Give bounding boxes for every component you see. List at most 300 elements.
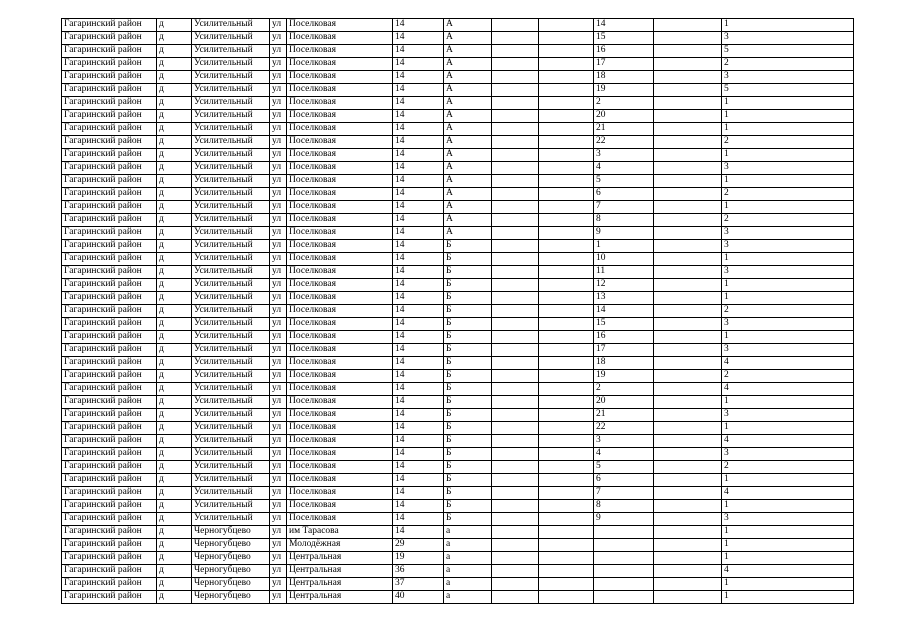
cell-street: Поселковая [287,84,393,97]
cell-district: Гагаринский район [62,370,157,383]
cell-apartment: 22 [594,136,654,149]
cell-blank2 [539,487,594,500]
table-row [62,19,854,32]
cell-blank2 [539,500,594,513]
table-row [62,552,854,565]
cell-blank1 [492,500,539,513]
cell-blank3 [654,305,722,318]
cell-locality: Черногубцево [192,578,270,591]
cell-blank2 [539,305,594,318]
cell-street: Поселковая [287,474,393,487]
cell-house: 14 [393,97,444,110]
cell-locality: Черногубцево [192,565,270,578]
cell-locality: Усилительный [192,370,270,383]
cell-locality: Усилительный [192,84,270,97]
cell-count: 1 [722,552,854,565]
cell-count: 1 [722,253,854,266]
cell-blank2 [539,396,594,409]
cell-street-type: ул [270,487,287,500]
cell-letter: а [444,591,492,604]
cell-house: 14 [393,383,444,396]
cell-blank2 [539,383,594,396]
cell-street: Поселковая [287,279,393,292]
cell-count: 1 [722,591,854,604]
cell-blank1 [492,396,539,409]
cell-type: д [157,71,192,84]
cell-blank1 [492,383,539,396]
cell-locality: Усилительный [192,435,270,448]
cell-street-type: ул [270,461,287,474]
table-row [62,448,854,461]
cell-blank1 [492,474,539,487]
cell-letter: А [444,162,492,175]
cell-blank2 [539,474,594,487]
cell-count: 2 [722,58,854,71]
cell-letter: А [444,201,492,214]
cell-letter: а [444,565,492,578]
cell-blank2 [539,331,594,344]
cell-type: д [157,578,192,591]
cell-blank2 [539,539,594,552]
cell-street: Поселковая [287,214,393,227]
cell-blank1 [492,448,539,461]
cell-street-type: ул [270,552,287,565]
cell-blank3 [654,500,722,513]
cell-district: Гагаринский район [62,279,157,292]
cell-locality: Усилительный [192,292,270,305]
cell-letter: А [444,149,492,162]
cell-blank2 [539,552,594,565]
cell-blank2 [539,97,594,110]
cell-street: Поселковая [287,318,393,331]
cell-count: 1 [722,19,854,32]
cell-blank1 [492,84,539,97]
cell-house: 14 [393,318,444,331]
cell-street-type: ул [270,331,287,344]
cell-blank3 [654,136,722,149]
cell-count: 3 [722,318,854,331]
cell-locality: Черногубцево [192,539,270,552]
cell-blank1 [492,318,539,331]
cell-blank3 [654,409,722,422]
cell-blank1 [492,487,539,500]
cell-count: 1 [722,396,854,409]
cell-count: 1 [722,526,854,539]
cell-apartment: 22 [594,422,654,435]
cell-blank1 [492,227,539,240]
table-row [62,370,854,383]
cell-house: 19 [393,552,444,565]
cell-blank2 [539,136,594,149]
cell-street-type: ул [270,110,287,123]
cell-locality: Усилительный [192,500,270,513]
cell-street-type: ул [270,383,287,396]
cell-blank1 [492,409,539,422]
cell-letter: Б [444,422,492,435]
cell-district: Гагаринский район [62,513,157,526]
cell-blank1 [492,526,539,539]
cell-street: им Тарасова [287,526,393,539]
cell-district: Гагаринский район [62,435,157,448]
table-row [62,422,854,435]
cell-house: 14 [393,500,444,513]
cell-house: 14 [393,45,444,58]
cell-blank2 [539,461,594,474]
cell-apartment: 3 [594,149,654,162]
table-row [62,526,854,539]
cell-type: д [157,318,192,331]
cell-count: 1 [722,422,854,435]
cell-letter: А [444,110,492,123]
cell-street-type: ул [270,188,287,201]
cell-street-type: ул [270,45,287,58]
cell-count: 3 [722,240,854,253]
cell-locality: Усилительный [192,19,270,32]
cell-type: д [157,422,192,435]
cell-street: Поселковая [287,45,393,58]
cell-district: Гагаринский район [62,409,157,422]
cell-house: 14 [393,162,444,175]
cell-locality: Черногубцево [192,552,270,565]
cell-blank3 [654,32,722,45]
cell-blank1 [492,149,539,162]
cell-count: 1 [722,110,854,123]
cell-street: Поселковая [287,201,393,214]
cell-house: 14 [393,526,444,539]
cell-blank3 [654,162,722,175]
cell-street: Поселковая [287,292,393,305]
cell-house: 37 [393,578,444,591]
cell-blank3 [654,396,722,409]
cell-blank3 [654,513,722,526]
table-row [62,396,854,409]
cell-letter: а [444,552,492,565]
cell-letter: а [444,526,492,539]
cell-district: Гагаринский район [62,188,157,201]
cell-street: Поселковая [287,71,393,84]
cell-street: Центральная [287,578,393,591]
cell-type: д [157,461,192,474]
cell-count: 1 [722,279,854,292]
table-body [62,19,854,604]
cell-apartment: 18 [594,357,654,370]
cell-house: 40 [393,591,444,604]
cell-house: 14 [393,370,444,383]
table-row [62,136,854,149]
cell-type: д [157,526,192,539]
cell-blank1 [492,331,539,344]
cell-count: 4 [722,565,854,578]
cell-blank2 [539,526,594,539]
cell-blank1 [492,266,539,279]
cell-count: 4 [722,435,854,448]
cell-apartment [594,526,654,539]
cell-blank2 [539,448,594,461]
cell-letter: Б [444,266,492,279]
cell-district: Гагаринский район [62,292,157,305]
cell-apartment: 16 [594,331,654,344]
cell-apartment: 17 [594,58,654,71]
cell-street: Молодёжная [287,539,393,552]
cell-blank1 [492,123,539,136]
cell-letter: А [444,175,492,188]
cell-blank3 [654,84,722,97]
cell-blank3 [654,266,722,279]
cell-district: Гагаринский район [62,318,157,331]
cell-locality: Усилительный [192,422,270,435]
cell-blank1 [492,58,539,71]
cell-apartment: 2 [594,97,654,110]
cell-blank2 [539,32,594,45]
cell-type: д [157,539,192,552]
cell-type: д [157,383,192,396]
table-row [62,292,854,305]
cell-house: 14 [393,32,444,45]
cell-house: 14 [393,71,444,84]
cell-street: Поселковая [287,32,393,45]
cell-blank2 [539,149,594,162]
cell-house: 14 [393,188,444,201]
cell-apartment: 15 [594,318,654,331]
cell-blank3 [654,370,722,383]
cell-street-type: ул [270,539,287,552]
cell-apartment: 20 [594,396,654,409]
table-row [62,409,854,422]
cell-type: д [157,32,192,45]
cell-street-type: ул [270,513,287,526]
cell-blank2 [539,201,594,214]
cell-type: д [157,305,192,318]
cell-blank3 [654,552,722,565]
cell-blank2 [539,214,594,227]
cell-locality: Усилительный [192,396,270,409]
cell-street: Центральная [287,591,393,604]
cell-letter: А [444,58,492,71]
cell-blank2 [539,513,594,526]
cell-count: 3 [722,448,854,461]
cell-district: Гагаринский район [62,201,157,214]
cell-district: Гагаринский район [62,422,157,435]
cell-letter: А [444,84,492,97]
cell-letter: Б [444,500,492,513]
cell-blank2 [539,435,594,448]
cell-locality: Усилительный [192,344,270,357]
cell-house: 14 [393,474,444,487]
cell-house: 14 [393,136,444,149]
cell-blank3 [654,97,722,110]
cell-street: Поселковая [287,227,393,240]
cell-blank1 [492,19,539,32]
cell-district: Гагаринский район [62,539,157,552]
cell-letter: Б [444,474,492,487]
cell-count: 2 [722,214,854,227]
cell-blank2 [539,591,594,604]
cell-house: 29 [393,539,444,552]
cell-type: д [157,149,192,162]
cell-blank2 [539,578,594,591]
cell-letter: Б [444,435,492,448]
table-row [62,331,854,344]
cell-street: Поселковая [287,461,393,474]
cell-district: Гагаринский район [62,71,157,84]
cell-street-type: ул [270,396,287,409]
cell-house: 14 [393,435,444,448]
cell-street-type: ул [270,227,287,240]
cell-letter: Б [444,396,492,409]
cell-apartment: 19 [594,84,654,97]
cell-locality: Усилительный [192,383,270,396]
cell-blank1 [492,240,539,253]
cell-house: 14 [393,292,444,305]
table-row [62,578,854,591]
cell-district: Гагаринский район [62,97,157,110]
cell-blank3 [654,58,722,71]
cell-letter: Б [444,370,492,383]
table-row [62,201,854,214]
cell-street: Поселковая [287,305,393,318]
cell-blank3 [654,578,722,591]
cell-street: Поселковая [287,240,393,253]
table-row [62,591,854,604]
table-row [62,383,854,396]
cell-house: 14 [393,279,444,292]
cell-locality: Усилительный [192,97,270,110]
cell-apartment: 14 [594,305,654,318]
cell-apartment: 5 [594,175,654,188]
table-row [62,344,854,357]
cell-type: д [157,214,192,227]
cell-district: Гагаринский район [62,500,157,513]
cell-apartment [594,539,654,552]
cell-blank2 [539,409,594,422]
cell-locality: Усилительный [192,448,270,461]
cell-street-type: ул [270,19,287,32]
cell-blank3 [654,175,722,188]
cell-locality: Усилительный [192,318,270,331]
cell-letter: Б [444,253,492,266]
cell-district: Гагаринский район [62,110,157,123]
cell-blank1 [492,461,539,474]
cell-blank3 [654,292,722,305]
cell-street: Поселковая [287,396,393,409]
cell-letter: Б [444,383,492,396]
cell-blank2 [539,292,594,305]
cell-count: 3 [722,162,854,175]
cell-apartment: 21 [594,409,654,422]
cell-street-type: ул [270,162,287,175]
cell-street: Поселковая [287,370,393,383]
cell-house: 14 [393,175,444,188]
cell-district: Гагаринский район [62,253,157,266]
cell-street: Поселковая [287,19,393,32]
cell-blank3 [654,487,722,500]
cell-type: д [157,513,192,526]
table-row [62,214,854,227]
cell-blank3 [654,110,722,123]
cell-apartment: 8 [594,500,654,513]
cell-district: Гагаринский район [62,461,157,474]
cell-letter: Б [444,357,492,370]
cell-district: Гагаринский район [62,552,157,565]
cell-type: д [157,370,192,383]
cell-house: 14 [393,84,444,97]
cell-house: 36 [393,565,444,578]
cell-count: 1 [722,474,854,487]
cell-house: 14 [393,448,444,461]
cell-blank1 [492,136,539,149]
cell-street-type: ул [270,58,287,71]
cell-letter: Б [444,344,492,357]
cell-blank2 [539,318,594,331]
cell-type: д [157,357,192,370]
cell-blank1 [492,110,539,123]
cell-letter: Б [444,305,492,318]
cell-count: 3 [722,71,854,84]
table-row [62,253,854,266]
cell-street-type: ул [270,305,287,318]
cell-letter: а [444,578,492,591]
cell-street-type: ул [270,591,287,604]
cell-district: Гагаринский район [62,565,157,578]
cell-type: д [157,435,192,448]
cell-apartment: 16 [594,45,654,58]
cell-type: д [157,344,192,357]
cell-district: Гагаринский район [62,45,157,58]
cell-count: 3 [722,344,854,357]
cell-house: 14 [393,513,444,526]
cell-district: Гагаринский район [62,123,157,136]
cell-letter: Б [444,513,492,526]
cell-count: 1 [722,578,854,591]
cell-blank3 [654,227,722,240]
cell-locality: Черногубцево [192,526,270,539]
cell-street: Поселковая [287,422,393,435]
cell-blank3 [654,19,722,32]
cell-count: 2 [722,188,854,201]
table-row [62,435,854,448]
table-row [62,45,854,58]
cell-house: 14 [393,240,444,253]
cell-street: Центральная [287,565,393,578]
table-row [62,188,854,201]
cell-locality: Усилительный [192,513,270,526]
cell-street-type: ул [270,123,287,136]
cell-type: д [157,188,192,201]
cell-blank2 [539,110,594,123]
cell-house: 14 [393,110,444,123]
cell-district: Гагаринский район [62,578,157,591]
cell-street-type: ул [270,370,287,383]
cell-count: 3 [722,409,854,422]
cell-type: д [157,448,192,461]
cell-district: Гагаринский район [62,591,157,604]
cell-street-type: ул [270,422,287,435]
cell-blank2 [539,71,594,84]
table-row [62,149,854,162]
cell-street: Поселковая [287,500,393,513]
cell-blank2 [539,279,594,292]
cell-locality: Усилительный [192,45,270,58]
cell-district: Гагаринский район [62,175,157,188]
cell-blank3 [654,422,722,435]
cell-blank3 [654,188,722,201]
cell-locality: Усилительный [192,214,270,227]
cell-blank1 [492,565,539,578]
cell-blank1 [492,279,539,292]
cell-blank3 [654,123,722,136]
cell-blank1 [492,435,539,448]
cell-house: 14 [393,253,444,266]
